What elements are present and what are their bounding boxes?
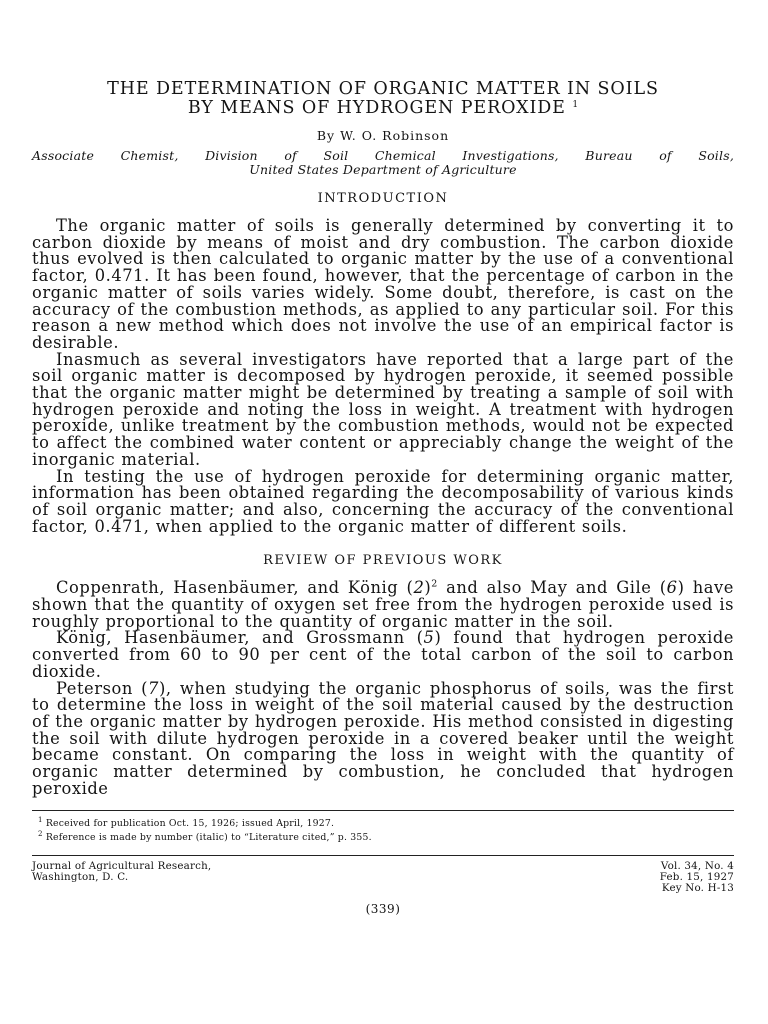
footnote-2-text: Reference is made by number (italic) to “Literature cited,” p. 355. [45, 831, 372, 843]
footnote-divider [32, 810, 734, 811]
footnote-2 [38, 829, 734, 843]
review-heading: REVIEW OF PREVIOUS WORK [263, 553, 503, 569]
journal-name-block [32, 861, 211, 894]
review-p1-text-a: Coppenrath, Hasenbäumer, and König ( [56, 578, 414, 598]
footnote-marker-2[interactable]: 2 [431, 578, 438, 590]
review-paragraph-2 [32, 630, 734, 680]
footnote-1-mark: 1 [38, 815, 43, 824]
title-footnote-marker[interactable]: 1 [572, 100, 579, 110]
citation-ref-6[interactable]: 6 [666, 578, 678, 598]
footnote-1 [38, 815, 734, 829]
introduction-section [32, 191, 734, 535]
footnote-1-text: Received for publication Oct. 15, 1926; issued April, 1927. [45, 817, 335, 829]
citation-ref-7[interactable]: 7 [148, 678, 159, 698]
journal-location: Washington, D. C. [32, 870, 129, 883]
page-number: (339) [365, 901, 401, 916]
introduction-paragraph-3: In testing the use of hydrogen peroxide for determining organic matter, information has been obtained regarding the decomposability of various kinds of soil organic matter; and also, concerning the accuracy of the conventional factor, 0.471, when applied to the organic matter of different soils. [32, 466, 734, 536]
review-p2-text-b: ) found that hydrogen peroxide converted from 60 to 90 per cent of the total carbon of the soil to carbon dioxide. [32, 628, 734, 681]
citation-ref-5[interactable]: 5 [423, 628, 435, 648]
introduction-paragraph-1: The organic matter of soils is generally determined by converting it to carbon dioxide by means of moist and dry combustion. The carbon dioxide thus evolved is then calculated to organic matter by the use of a conventional factor, 0.471. It has been found, however, that the percentage of carbon in the organic matter of soils varies widely. Some doubt, therefore, is cast on the accuracy of the combustion methods, as applied to any particular soil. For this reason a new method which does not involve the use of an empirical factor is desirable. [32, 216, 734, 352]
introduction-paragraph-2: Inasmuch as several investigators have reported that a large part of the soil organic matter is decomposed by hydrogen peroxide, it seemed possible that the organic matter might be determined by treating a sample of soil with hydrogen peroxide and noting the loss in weight. A treatment with hydrogen peroxide, unlike treatment by the combustion methods, would not be expected to affect the combined water content or appreciably change the weight of the inorganic material. [32, 349, 734, 469]
review-p1-text-d: ) have shown that the quantity of oxygen set free from the hydrogen peroxide used is roughly proportional to the quantity of organic matter in the soil. [32, 578, 734, 631]
journal-divider [32, 855, 734, 856]
journal-info [32, 861, 734, 894]
article-title-line-1: THE DETERMINATION OF ORGANIC MATTER IN SOILS [107, 79, 659, 99]
journal-volume: Vol. 34, No. 4 [660, 859, 734, 872]
journal-date: Feb. 15, 1927 [659, 870, 734, 883]
review-p1-text-c: and also May and Gile ( [437, 578, 667, 598]
review-paragraph-1 [32, 580, 734, 630]
affiliation-line-2: United States Department of Agriculture [249, 162, 517, 177]
journal-issue-block [660, 861, 734, 894]
journal-key: Key No. H-13 [661, 881, 734, 894]
review-p1-text-b: ) [424, 578, 432, 598]
introduction-heading: INTRODUCTION [317, 191, 449, 206]
citation-ref-2[interactable]: 2 [413, 578, 425, 598]
review-p2-text-a: König, Hasenbäumer, and Grossmann ( [56, 628, 424, 648]
article-title [32, 0, 734, 118]
author-affiliation [32, 149, 734, 177]
review-section [32, 553, 734, 797]
journal-name: Journal of Agricultural Research, [32, 859, 212, 872]
footnotes [32, 815, 734, 843]
review-p3-text-a: Peterson ( [56, 678, 149, 698]
article-title-line-2: BY MEANS OF HYDROGEN PEROXIDE [187, 98, 566, 118]
review-paragraph-3 [32, 678, 734, 798]
affiliation-line-1: Associate Chemist, Division of Soil Chemical Investigations, Bureau of Soils, [32, 148, 734, 163]
footnote-2-mark: 2 [38, 829, 43, 838]
review-p3-text-b: ), when studying the organic phosphorus of soils, was the first to determine the loss in weight of the soil material caused by the destruction of the organic matter by hydrogen peroxide. His method consisted in digesting the soil with dilute hydrogen peroxide in a covered beaker until the weight became constant. On comparing the loss in weight with the quantity of organic matter determined by combustion, he concluded that hydrogen peroxide [32, 678, 734, 798]
author-byline: By W. O. Robinson [316, 128, 450, 143]
